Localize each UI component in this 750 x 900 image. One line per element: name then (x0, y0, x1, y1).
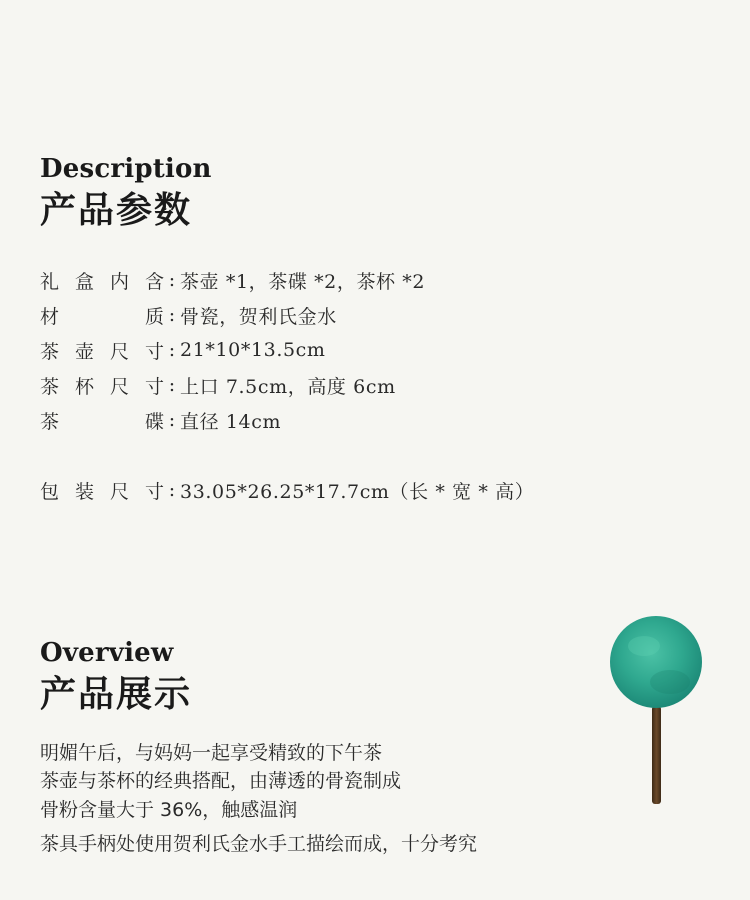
spec-row-gift-box (40, 264, 425, 296)
overview-title-cn: 产品展示 (40, 674, 193, 715)
overview-line: 茶壶与茶杯的经典搭配，由薄透的骨瓷制成 (40, 770, 402, 792)
spec-label: 礼 盒 内 含 (40, 270, 164, 293)
spec-colon: : (168, 409, 176, 431)
tree-illustration-icon (608, 612, 704, 808)
spec-row-package-size (40, 474, 534, 506)
spec-value: 上口 7.5cm，高度 6cm (180, 375, 396, 398)
spec-label: 茶 壶 尺 寸 (40, 340, 164, 363)
spec-label: 茶 碟 (40, 410, 164, 433)
description-title-en: Description (40, 154, 212, 184)
spec-colon: : (168, 479, 176, 501)
spec-value: 21*10*13.5cm (180, 339, 326, 361)
spec-row-cup-size (40, 369, 396, 401)
description-title-cn: 产品参数 (40, 190, 193, 231)
spec-label: 茶 杯 尺 寸 (40, 375, 164, 398)
spec-label: 材 质 (40, 305, 164, 328)
spec-row-material (40, 299, 337, 331)
overview-line: 茶具手柄处使用贺利氏金水手工描绘而成，十分考究 (40, 833, 478, 855)
spec-label: 包 装 尺 寸 (40, 480, 164, 503)
spec-colon: : (168, 269, 176, 291)
spec-value: 茶壶 *1，茶碟 *2，茶杯 *2 (180, 270, 426, 293)
spec-value: 直径 14cm (180, 410, 282, 433)
overview-line: 明媚午后，与妈妈一起享受精致的下午茶 (40, 742, 383, 764)
overview-title-en: Overview (40, 638, 174, 668)
spec-value: 骨瓷，贺利氏金水 (180, 305, 337, 328)
spec-colon: : (168, 304, 176, 326)
spec-colon: : (168, 339, 176, 361)
spec-colon: : (168, 374, 176, 396)
spec-row-teapot-size (40, 334, 326, 366)
spec-value: 33.05*26.25*17.7cm（长 * 宽 * 高） (180, 480, 535, 503)
overview-line: 骨粉含量大于 36%，触感温润 (40, 799, 298, 821)
spec-row-saucer (40, 404, 281, 436)
